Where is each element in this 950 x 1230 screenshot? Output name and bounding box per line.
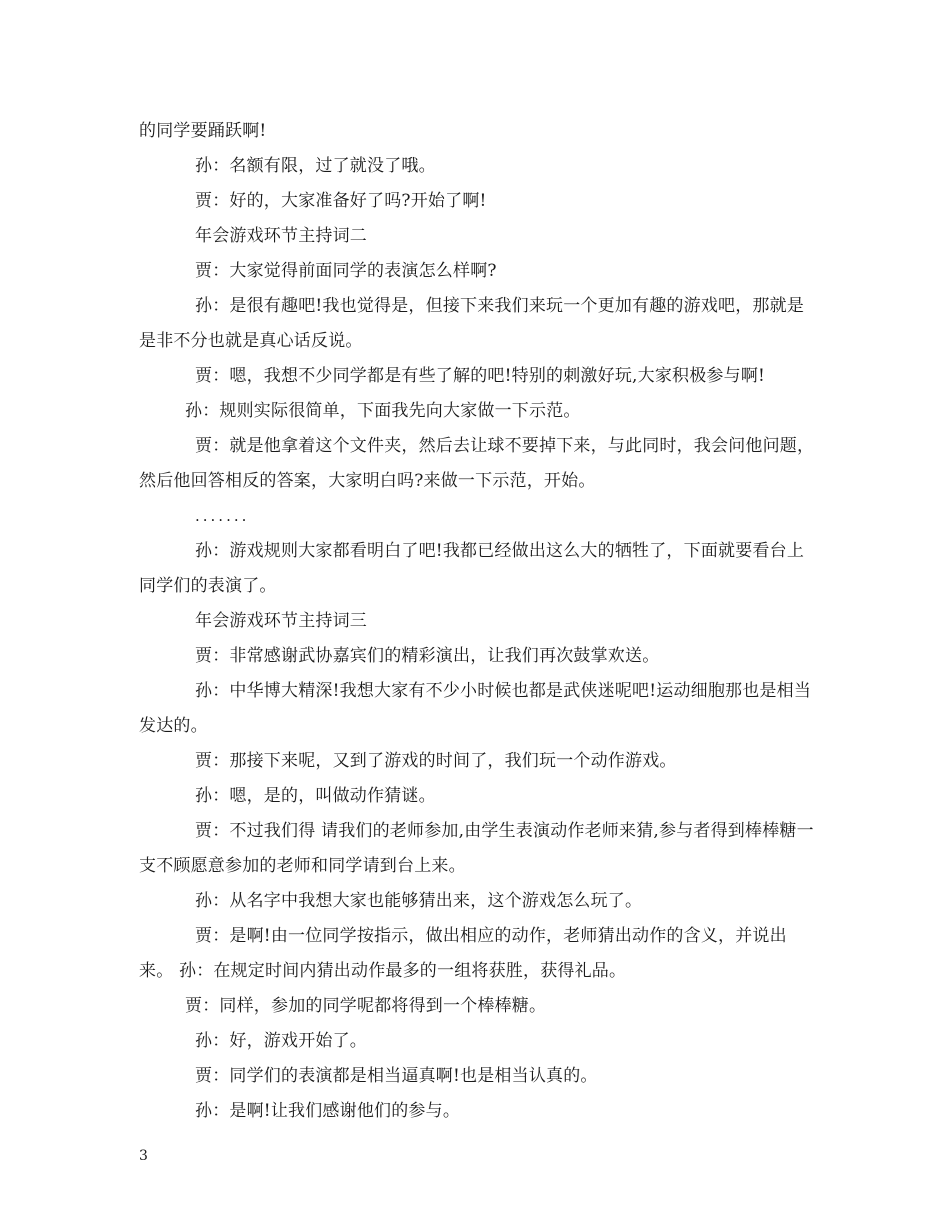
dialogue-line: 孙：名额有限，过了就没了哦。 [195, 156, 436, 176]
dialogue-line: 贾：是啊!由一位同学按指示，做出相应的动作，老师猜出动作的含义，并说出来。 孙：在规定时间内猜出动作最多的一组将获胜，获得礼品。 [139, 926, 787, 981]
paragraph-continuation: 的同学要踊跃啊! [139, 121, 267, 141]
dialogue-line: 贾：同学们的表演都是相当逼真啊!也是相当认真的。 [195, 1066, 598, 1086]
dialogue-line: 孙：从名字中我想大家也能够猜出来，这个游戏怎么玩了。 [195, 891, 643, 911]
section-heading: 年会游戏环节主持词二 [195, 226, 367, 246]
section-heading: 年会游戏环节主持词三 [195, 611, 367, 631]
dialogue-line: 贾：非常感谢武协嘉宾们的精彩演出，让我们再次鼓掌欢送。 [195, 646, 660, 666]
dialogue-line: 贾：好的，大家准备好了吗?开始了啊! [195, 191, 487, 211]
dialogue-line: 孙：规则实际很简单，下面我先向大家做一下示范。 [185, 401, 581, 421]
dialogue-line: 孙：中华博大精深!我想大家有不少小时候也都是武侠迷呢吧!运动细胞那也是相当发达的。 [139, 681, 812, 736]
dialogue-line: 孙：是很有趣吧!我也觉得是，但接下来我们来玩一个更加有趣的游戏吧，那就是是非不分也就是真心话反说。 [139, 296, 805, 351]
dialogue-line: 贾：就是他拿着这个文件夹，然后去让球不要掉下来，与此同时，我会问他问题，然后他回答相反的答案，大家明白吗?来做一下示范，开始。 [139, 436, 815, 491]
document-body [139, 114, 815, 1129]
dialogue-line: 贾：同样，参加的同学呢都将得到一个棒棒糖。 [185, 996, 547, 1016]
dialogue-line: 贾：嗯，我想不少同学都是有些了解的吧!特别的刺激好玩,大家积极参与啊! [195, 366, 766, 386]
dialogue-line: 孙：游戏规则大家都看明白了吧!我都已经做出这么大的牺牲了，下面就要看台上同学们的表演了。 [139, 541, 805, 596]
dialogue-line: 贾：那接下来呢，又到了游戏的时间了，我们玩一个动作游戏。 [195, 751, 677, 771]
dialogue-line: 贾：大家觉得前面同学的表演怎么样啊? [195, 261, 497, 281]
dialogue-line: 孙：嗯，是的，叫做动作猜谜。 [195, 786, 436, 806]
page-number: 3 [139, 1148, 148, 1164]
dialogue-line: 孙：好，游戏开始了。 [195, 1031, 367, 1051]
ellipsis-line: ....... [195, 507, 250, 525]
dialogue-line: 孙：是啊!让我们感谢他们的参与。 [195, 1101, 461, 1121]
dialogue-line: 贾：不过我们得 请我们的老师参加,由学生表演动作老师来猜,参与者得到棒棒糖一支不顾愿意参加的老师和同学请到台上来。 [139, 821, 814, 876]
